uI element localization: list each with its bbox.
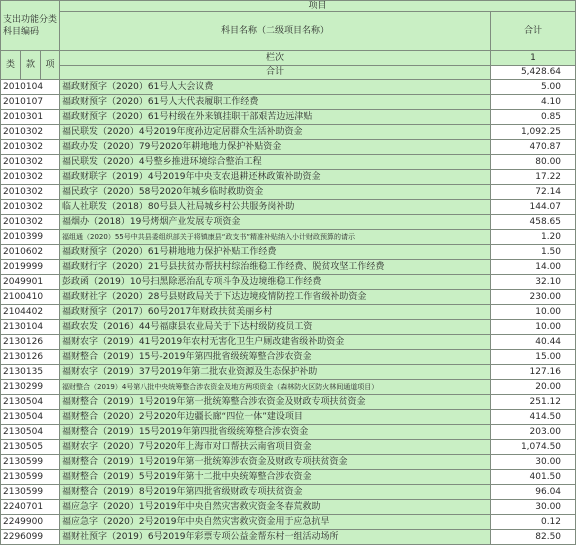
row-name: 福烟办（2018）19号烤烟产业发展专项资金 bbox=[60, 215, 491, 230]
row-code: 2130599 bbox=[1, 485, 60, 500]
row-amount: 1.50 bbox=[491, 245, 576, 260]
table-row bbox=[1, 380, 576, 395]
row-name: 福财整合（2019）8号2019年第四批省级财政专项扶贫资金 bbox=[60, 485, 491, 500]
row-name: 福政农发（2016）44号福康县农业局关于下达村级防疫员工资 bbox=[60, 320, 491, 335]
table-row bbox=[1, 275, 576, 290]
row-amount: 15.00 bbox=[491, 350, 576, 365]
row-code: 2130126 bbox=[1, 350, 60, 365]
row-code: 2100410 bbox=[1, 290, 60, 305]
row-amount: 458.65 bbox=[491, 215, 576, 230]
row-code: 2130504 bbox=[1, 410, 60, 425]
row-code: 2130299 bbox=[1, 380, 60, 395]
row-code: 2130504 bbox=[1, 395, 60, 410]
table-row bbox=[1, 125, 576, 140]
row-code: 2019999 bbox=[1, 260, 60, 275]
row-name: 福财农字（2020）7号2020年上海市对口帮扶云南省项目资金 bbox=[60, 440, 491, 455]
row-name: 福组通（2020）55号中共县委组织部关于将镇康县“政支书”精准补贴纳入小计财政预算的请示 bbox=[60, 230, 491, 245]
row-code: 2130504 bbox=[1, 425, 60, 440]
row-amount: 14.00 bbox=[491, 260, 576, 275]
row-amount: 80.00 bbox=[491, 155, 576, 170]
row-code: 2130126 bbox=[1, 335, 60, 350]
row-amount: 414.50 bbox=[491, 410, 576, 425]
subject-name-header: 科目名称（二级项目名称） bbox=[60, 12, 491, 51]
row-name: 福财整合（2019）1号2019年第一批统筹涉农资金及财政专项扶贫资金 bbox=[60, 455, 491, 470]
col-kuan: 款 bbox=[21, 51, 41, 80]
row-amount: 32.10 bbox=[491, 275, 576, 290]
total-column-header: 合计 bbox=[491, 12, 576, 51]
row-amount: 0.12 bbox=[491, 515, 576, 530]
row-code: 2010301 bbox=[1, 110, 60, 125]
row-amount: 82.50 bbox=[491, 530, 576, 545]
row-name: 福政财联字（2019）4号2019年中央支农退耕还林政策补助资金 bbox=[60, 170, 491, 185]
table-row bbox=[1, 320, 576, 335]
row-amount: 230.00 bbox=[491, 290, 576, 305]
col-lei: 类 bbox=[1, 51, 21, 80]
row-name: 福政财预字（2020）61号耕地地力保护补贴工作经费 bbox=[60, 245, 491, 260]
row-name: 福财整合（2019）4号第八批中央统筹整合涉农资金及地方两项资金（森林防火区防火林间通道项目） bbox=[60, 380, 491, 395]
row-amount: 30.00 bbox=[491, 455, 576, 470]
row-name: 福应急字（2020）1号2019年中央自然灾害救灾资金冬春荒救助 bbox=[60, 500, 491, 515]
row-code: 2010302 bbox=[1, 185, 60, 200]
row-name: 福财农字（2019）37号2019年第二批农业资源及生态保护补助 bbox=[60, 365, 491, 380]
row-code: 2130599 bbox=[1, 470, 60, 485]
row-name: 彭政函（2019）10号扫黑除恶治乱专项斗争及边境维稳工作经费 bbox=[60, 275, 491, 290]
row-name: 福政办发（2020）79号2020年耕地地力保护补贴资金 bbox=[60, 140, 491, 155]
col-xiang: 项 bbox=[41, 51, 60, 80]
row-amount: 10.00 bbox=[491, 320, 576, 335]
row-amount: 96.04 bbox=[491, 485, 576, 500]
row-name: 福民联发（2020）4号整乡推进环境综合整治工程 bbox=[60, 155, 491, 170]
row-code: 2130104 bbox=[1, 320, 60, 335]
row-name: 临人社联发（2018）80号县人社局城乡村公共服务岗补助 bbox=[60, 200, 491, 215]
row-amount: 10.00 bbox=[491, 305, 576, 320]
row-name: 福民政字（2020）58号2020年城乡临时救助资金 bbox=[60, 185, 491, 200]
row-code: 2130135 bbox=[1, 365, 60, 380]
row-amount: 1,074.50 bbox=[491, 440, 576, 455]
row-code: 2249900 bbox=[1, 515, 60, 530]
table-row bbox=[1, 95, 576, 110]
table-row bbox=[1, 245, 576, 260]
row-amount: 144.07 bbox=[491, 200, 576, 215]
total-row-label: 合计 bbox=[60, 65, 491, 80]
row-code: 2240701 bbox=[1, 500, 60, 515]
row-amount: 1.20 bbox=[491, 230, 576, 245]
table-row bbox=[1, 110, 576, 125]
lanci-label: 栏次 bbox=[60, 51, 491, 66]
row-name: 福财整合（2019）5号2019年第十二批中央统筹整合涉农资金 bbox=[60, 470, 491, 485]
project-header: 项目 bbox=[60, 1, 576, 12]
table-row bbox=[1, 395, 576, 410]
row-amount: 5.00 bbox=[491, 80, 576, 95]
row-code: 2010302 bbox=[1, 155, 60, 170]
row-amount: 401.50 bbox=[491, 470, 576, 485]
table-row bbox=[1, 485, 576, 500]
table-row bbox=[1, 230, 576, 245]
row-code: 2296099 bbox=[1, 530, 60, 545]
row-name: 福财整合（2019）1号2019年第一批统筹整合涉农资金及财政专项扶贫资金 bbox=[60, 395, 491, 410]
row-code: 2010302 bbox=[1, 170, 60, 185]
row-amount: 30.00 bbox=[491, 500, 576, 515]
row-amount: 40.44 bbox=[491, 335, 576, 350]
row-name: 福民联发（2020）4号2019年度孙边定居群众生活补助资金 bbox=[60, 125, 491, 140]
row-name: 福财社预字（2019）6号2019年彩票专项公益金帮东村一组活动场所 bbox=[60, 530, 491, 545]
row-name: 福政财行字（2020）21号县扶贫办帮扶村综治维稳工作经费、脱贫攻坚工作经费 bbox=[60, 260, 491, 275]
row-name: 福政财预字（2017）60号2017年财政扶贫美丽乡村 bbox=[60, 305, 491, 320]
row-code: 2010107 bbox=[1, 95, 60, 110]
row-code: 2010302 bbox=[1, 215, 60, 230]
table-row bbox=[1, 455, 576, 470]
total-row-value: 5,428.64 bbox=[491, 65, 576, 80]
row-amount: 470.87 bbox=[491, 140, 576, 155]
table-row bbox=[1, 170, 576, 185]
table-row bbox=[1, 470, 576, 485]
table-row bbox=[1, 185, 576, 200]
row-code: 2104402 bbox=[1, 305, 60, 320]
row-code: 2010602 bbox=[1, 245, 60, 260]
row-code: 2010302 bbox=[1, 140, 60, 155]
table-row bbox=[1, 215, 576, 230]
row-name: 福应急字（2020）2号2019年中央自然灾害救灾资金用于应急抗旱 bbox=[60, 515, 491, 530]
row-name: 福财整合（2019）15号2019年第四批省级统筹整合涉农资金 bbox=[60, 425, 491, 440]
table-row bbox=[1, 425, 576, 440]
row-name: 福政财社字（2020）28号县财政局关于下达边境疫情防控工作省级补助资金 bbox=[60, 290, 491, 305]
row-name: 福政财预字（2020）61号村级在外来镇挂职干部艰苦边远津贴 bbox=[60, 110, 491, 125]
table-row bbox=[1, 440, 576, 455]
table-row bbox=[1, 290, 576, 305]
row-amount: 0.85 bbox=[491, 110, 576, 125]
table-row bbox=[1, 410, 576, 425]
row-code: 2010302 bbox=[1, 125, 60, 140]
table-row bbox=[1, 155, 576, 170]
table-row bbox=[1, 365, 576, 380]
table-row bbox=[1, 305, 576, 320]
row-code: 2010399 bbox=[1, 230, 60, 245]
row-name: 福财农字（2019）41号2019年农村无害化卫生户厕改建省级补助资金 bbox=[60, 335, 491, 350]
lanci-value: 1 bbox=[491, 51, 576, 66]
row-name: 福财整合（2019）15号-2019年第四批省级统筹整合涉农资金 bbox=[60, 350, 491, 365]
row-name: 福财整合（2020）2号2020年边疆长廊“四位一体”建设项目 bbox=[60, 410, 491, 425]
table-row bbox=[1, 335, 576, 350]
table-row bbox=[1, 350, 576, 365]
row-name: 福政财预字（2020）61号人大会议费 bbox=[60, 80, 491, 95]
row-amount: 4.10 bbox=[491, 95, 576, 110]
row-amount: 17.22 bbox=[491, 170, 576, 185]
table-row bbox=[1, 260, 576, 275]
table-row bbox=[1, 515, 576, 530]
code-column-title: 支出功能分类科目编码 bbox=[1, 1, 60, 51]
row-code: 2049901 bbox=[1, 275, 60, 290]
row-code: 2130599 bbox=[1, 455, 60, 470]
table-row bbox=[1, 200, 576, 215]
table-row bbox=[1, 500, 576, 515]
table-row bbox=[1, 140, 576, 155]
row-amount: 127.16 bbox=[491, 365, 576, 380]
table-row bbox=[1, 80, 576, 95]
row-name: 福政财预字（2020）61号人大代表履职工作经费 bbox=[60, 95, 491, 110]
row-amount: 203.00 bbox=[491, 425, 576, 440]
row-amount: 72.14 bbox=[491, 185, 576, 200]
row-amount: 20.00 bbox=[491, 380, 576, 395]
row-amount: 1,092.25 bbox=[491, 125, 576, 140]
row-amount: 251.12 bbox=[491, 395, 576, 410]
row-code: 2010302 bbox=[1, 200, 60, 215]
row-code: 2130505 bbox=[1, 440, 60, 455]
row-code: 2010104 bbox=[1, 80, 60, 95]
